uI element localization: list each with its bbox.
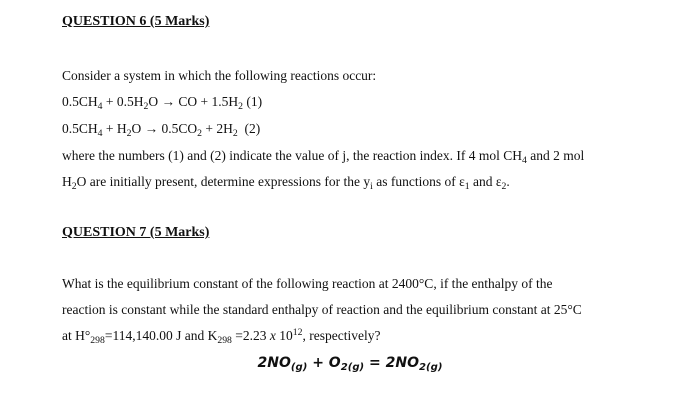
question-6-heading: QUESTION 6 (5 Marks) [62, 14, 210, 29]
reaction-equation: $2NO_{(g)} + O_{2(g)} = 2NO_{2(g)}$ [257, 355, 443, 374]
question-7-line-2: reaction is constant while the standard enthalpy of reaction and the equilibrium constant at 25°C [62, 302, 582, 317]
reaction-2: $0.5CH_4 + H_2O \to 0.5CO_2 + 2H_2$ (2) [62, 121, 261, 139]
question-6-intro: Consider a system in which the following reactions occur: [62, 68, 377, 83]
question-7-heading: QUESTION 7 (5 Marks) [62, 225, 210, 240]
question-7-line-3: at $H^\circ_{298}=114,140.00$ J and $K_{298} =2.23$ x $10^{12}$, respectively? [62, 327, 381, 346]
question-6-paragraph-line-2: $H_2O$ are initially present, determine expressions for the $y_i$ as functions of $\varepsilon_1$ and $\varepsilon_2$. [62, 174, 510, 192]
question-6-paragraph-line-1: where the numbers (1) and (2) indicate the value of j, the reaction index. If 4 mol $CH_4$ and 2 mol [62, 148, 585, 166]
question-7-line-1: What is the equilibrium constant of the following reaction at 2400°C, if the enthalpy of the [62, 276, 553, 291]
reaction-1: $0.5CH_4 + 0.5H_2O$ → CO + $1.5H_2$ (1) [62, 94, 263, 112]
